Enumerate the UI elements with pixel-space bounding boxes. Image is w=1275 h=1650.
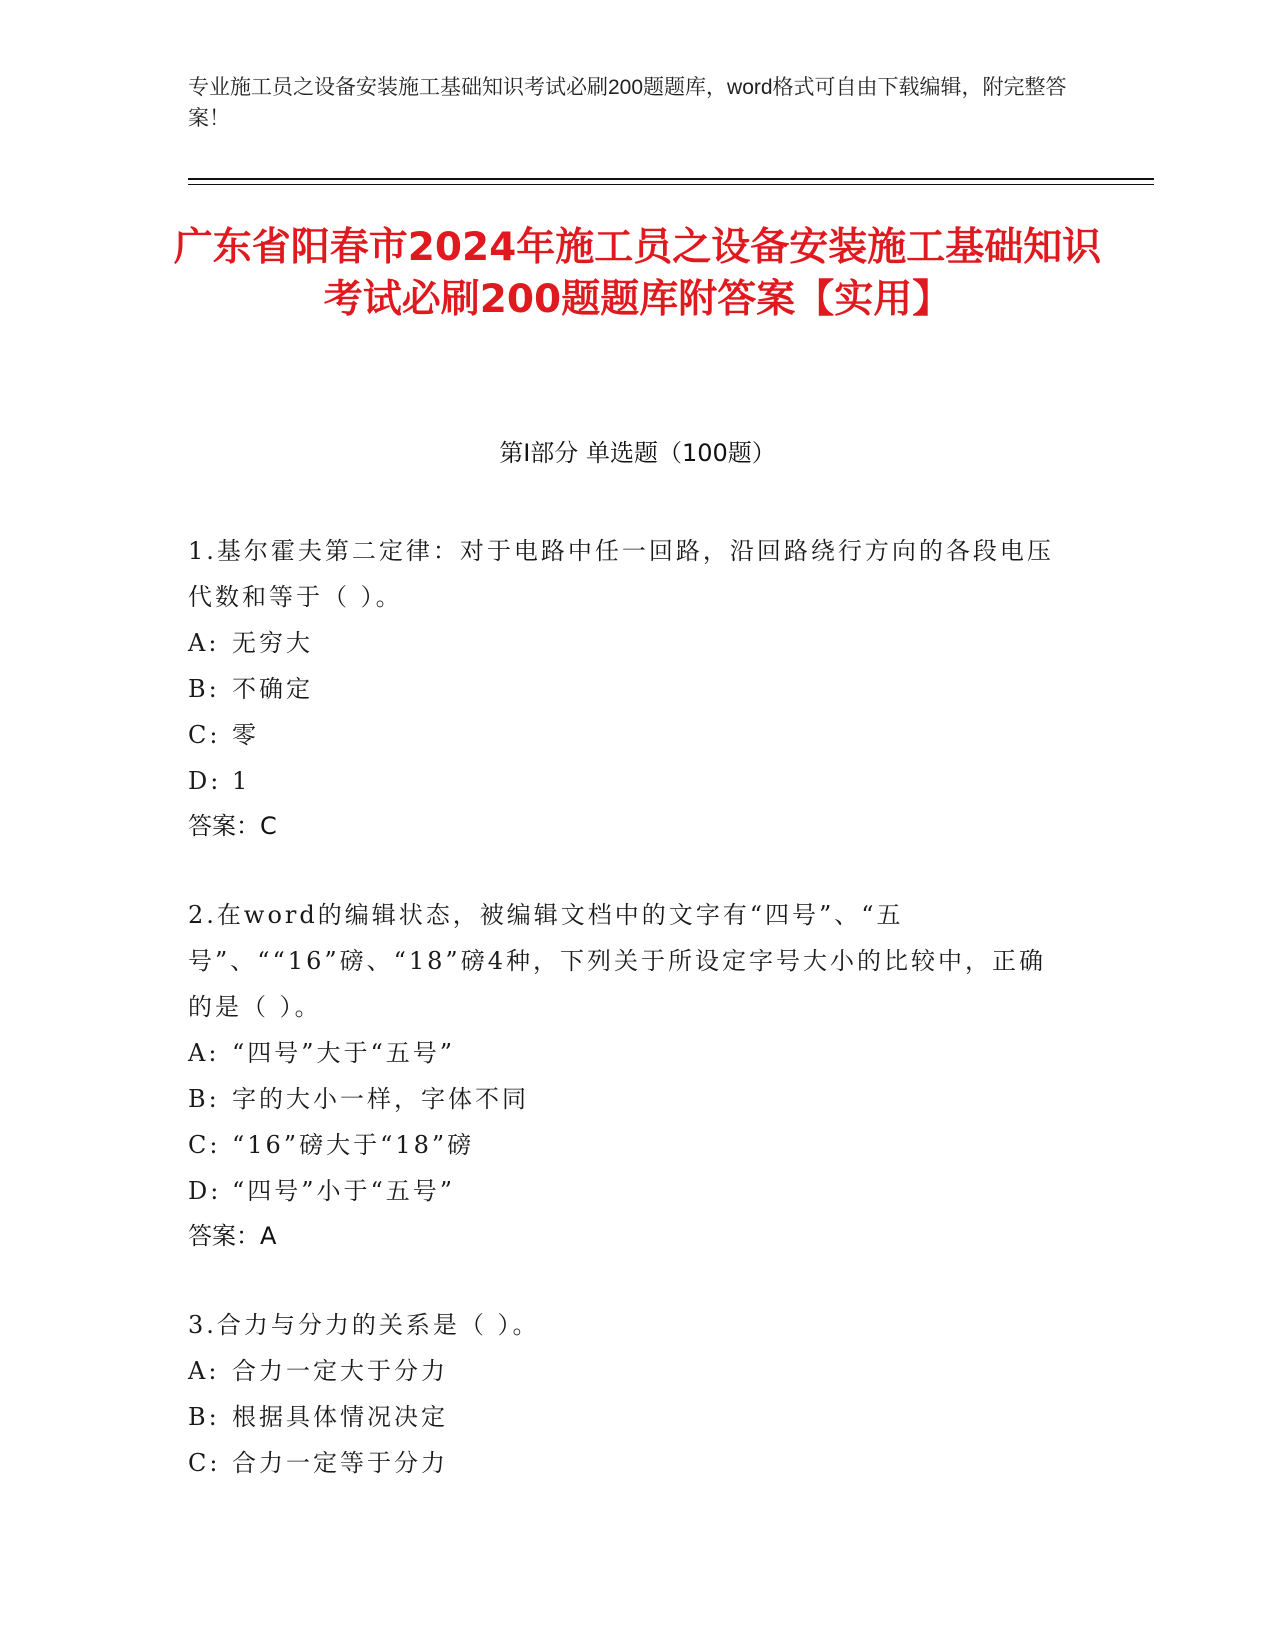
section-title: 第I部分 单选题（100题） — [499, 439, 776, 467]
option-d — [188, 758, 1068, 804]
option-key: C: — [188, 1449, 221, 1477]
option-text: 合力一定大于分力 — [232, 1357, 448, 1385]
question-stem: 2.在word的编辑状态，被编辑文档中的文字有“四号”、“五号”、““16”磅、“18”磅4种，下列关于所设定字号大小的比较中，正确的是（ ）。 — [188, 901, 1046, 1021]
question-item — [188, 892, 1068, 1258]
option-b — [188, 1394, 1068, 1440]
option-key: C: — [188, 721, 221, 749]
header-divider-thin — [188, 184, 1154, 185]
option-text: 字的大小一样，字体不同 — [232, 1085, 529, 1113]
option-d — [188, 1168, 1068, 1214]
option-key: D: — [188, 767, 222, 795]
option-text: 无穷大 — [232, 629, 313, 657]
option-key: D: — [188, 1177, 222, 1205]
header-note: 专业施工员之设备安装施工基础知识考试必刷200题题库，word格式可自由下载编辑，附完整答案！ — [188, 76, 1067, 130]
option-text: “四号”大于“五号” — [232, 1039, 456, 1067]
option-text: 零 — [232, 721, 259, 749]
option-b — [188, 666, 1068, 712]
option-b — [188, 1076, 1068, 1122]
option-text: “16”磅大于“18”磅 — [232, 1131, 475, 1159]
question-item — [188, 528, 1068, 848]
option-c — [188, 1122, 1068, 1168]
option-key: A: — [188, 629, 220, 657]
option-text: 根据具体情况决定 — [232, 1403, 448, 1431]
option-key: B: — [188, 1403, 220, 1431]
question-list — [188, 528, 1068, 1530]
document-title: 广东省阳春市2024年施工员之设备安装施工基础知识考试必刷200题题库附答案【实用】 — [173, 225, 1102, 322]
question-stem: 3.合力与分力的关系是（ ）。 — [188, 1311, 540, 1339]
option-text: “四号”小于“五号” — [232, 1177, 456, 1205]
option-key: B: — [188, 675, 220, 703]
option-key: A: — [188, 1039, 220, 1067]
option-c — [188, 712, 1068, 758]
option-text: 不确定 — [232, 675, 313, 703]
option-key: C: — [188, 1131, 221, 1159]
option-key: A: — [188, 1357, 220, 1385]
option-a — [188, 1030, 1068, 1076]
answer-line: 答案：C — [188, 812, 277, 840]
question-stem: 1.基尔霍夫第二定律：对于电路中任一回路，沿回路绕行方向的各段电压代数和等于（ ）。 — [188, 537, 1054, 611]
answer-line: 答案：A — [188, 1222, 277, 1250]
option-text: 合力一定等于分力 — [232, 1449, 448, 1477]
option-key: B: — [188, 1085, 220, 1113]
question-item — [188, 1302, 1068, 1486]
option-c — [188, 1440, 1068, 1486]
option-a — [188, 1348, 1068, 1394]
option-a — [188, 620, 1068, 666]
option-text: 1 — [232, 767, 251, 795]
header-divider — [188, 178, 1154, 180]
